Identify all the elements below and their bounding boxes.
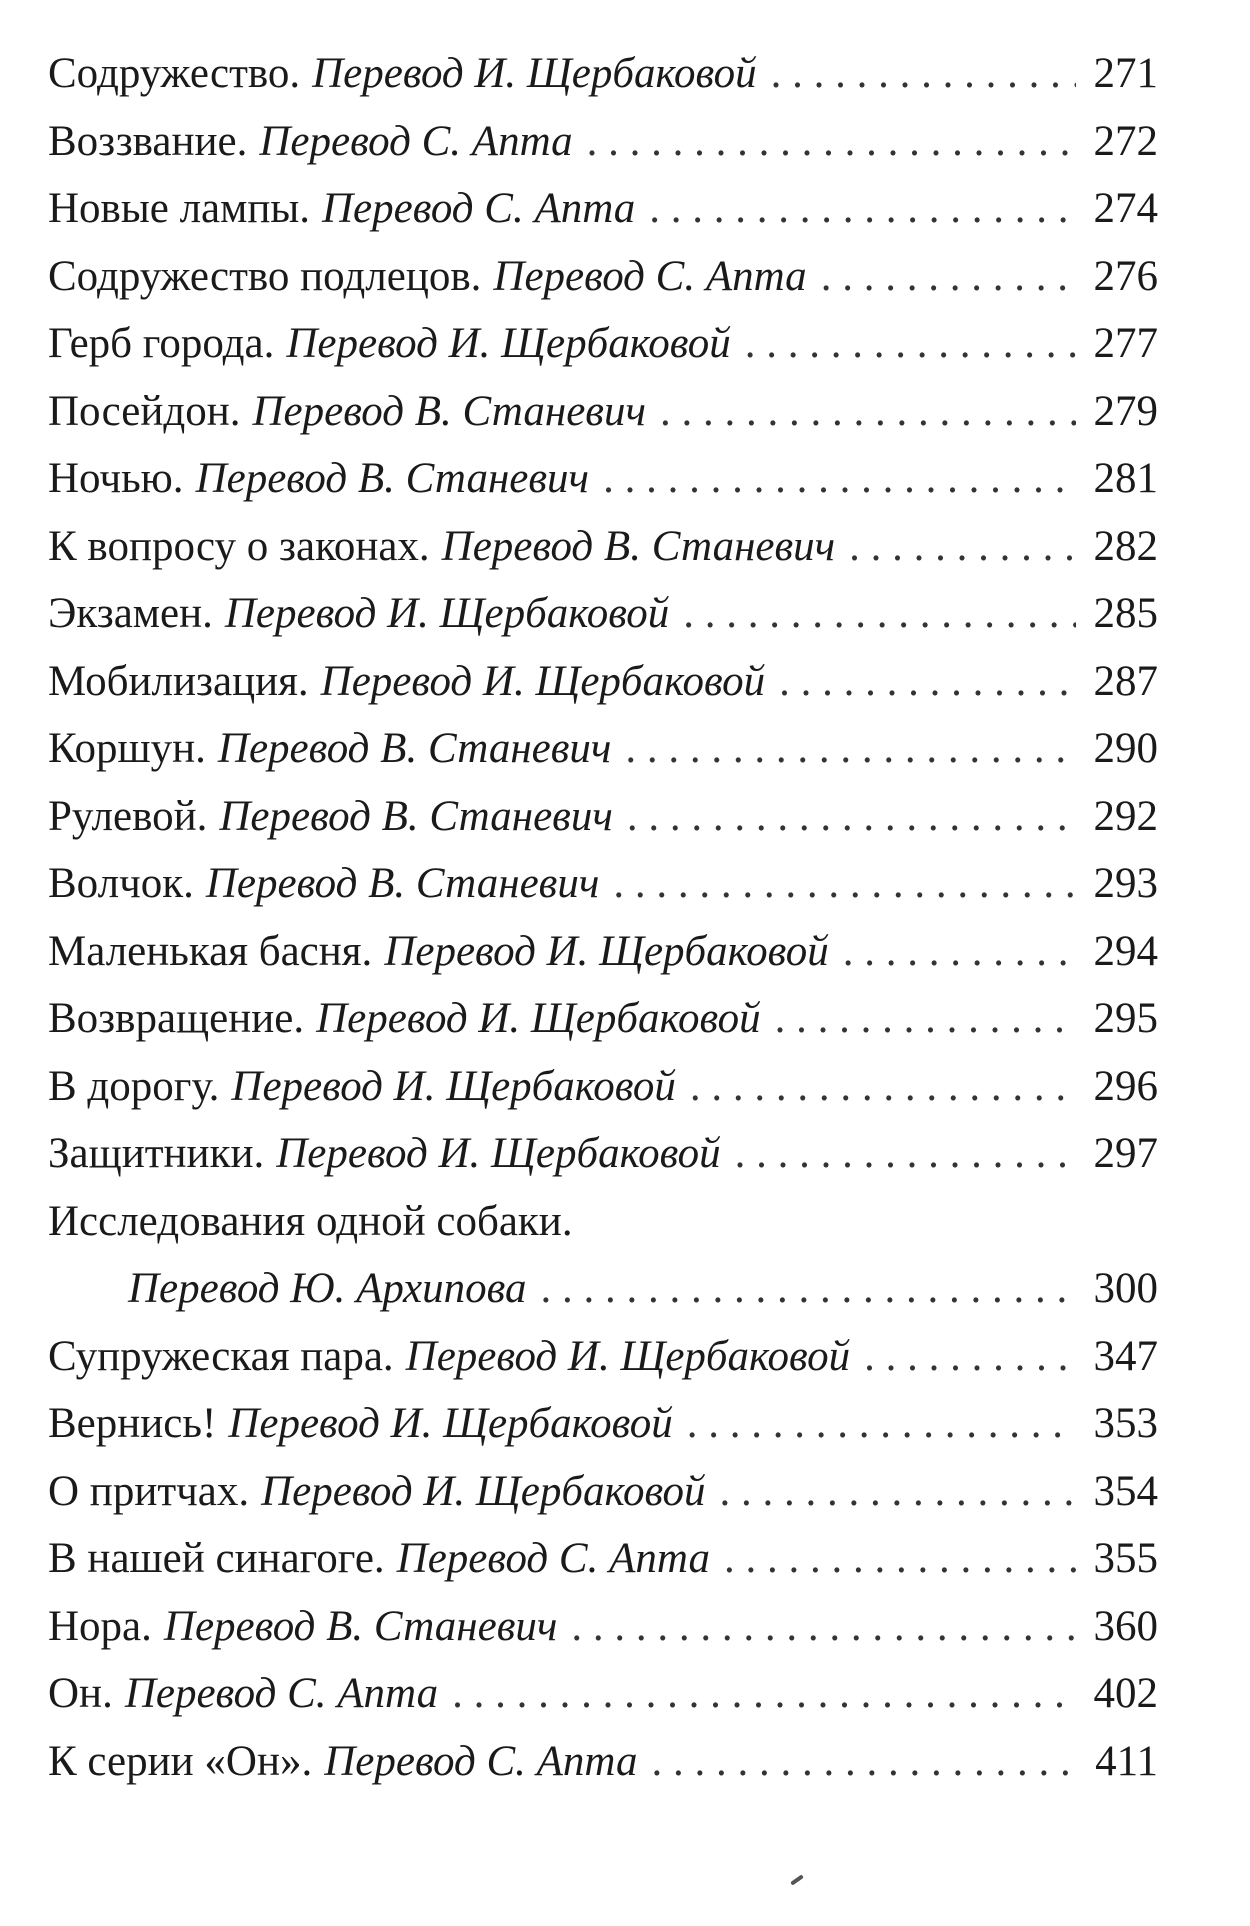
entry-translator: Перевод В. Станевич [217,725,612,772]
entry-translator: Перевод И. Щербаковой [312,50,757,97]
toc-entry [48,715,1158,783]
toc-entry [48,783,1158,851]
entry-title: Он. [48,1670,113,1717]
entry-translator: Перевод С. Апта [124,1670,439,1717]
toc-entry [48,1660,1158,1728]
entry-title: К вопросу о законах. [48,522,430,570]
toc-entry [48,1593,1158,1661]
dot-leader [745,310,1076,378]
toc-entry [48,1390,1158,1458]
entry-page-number: 296 [1093,1062,1158,1110]
entry-page-number: 276 [1093,252,1158,300]
dot-leader [652,1728,1076,1796]
entry-translator: Перевод В. Станевич [441,522,836,570]
dot-leader [724,1525,1076,1593]
dot-leader [587,108,1076,176]
toc-entry [48,1458,1158,1526]
toc-entry [48,985,1158,1053]
toc-entry [48,108,1158,176]
entry-title: Защитники. [48,1130,265,1177]
toc-entry [48,1525,1158,1593]
dot-leader [720,1458,1076,1526]
entry-page-number: 272 [1093,117,1158,165]
entry-title: Содружество. [48,50,301,97]
entry-title: Содружество подлецов. [48,252,482,300]
entry-translator: Перевод С. Апта [259,117,573,165]
dot-leader [627,783,1076,851]
toc-entry [48,243,1158,311]
entry-page-number: 281 [1093,455,1158,502]
entry-translator: Перевод И. Щербаковой [224,590,670,637]
entry-page-number: 354 [1093,1467,1158,1515]
toc-entry [48,1120,1158,1188]
toc-entry [48,1323,1158,1391]
toc-entry [48,1728,1158,1796]
entry-title: В нашей синагоге. [48,1535,385,1582]
dot-leader [821,243,1076,311]
entry-page-number: 360 [1093,1602,1158,1650]
dot-leader [735,1120,1076,1188]
entry-title: Возвращение. [48,995,305,1042]
toc-entry [48,378,1158,446]
entry-page-number: 285 [1093,590,1158,637]
entry-page-number: 300 [1093,1265,1158,1312]
dot-leader [779,648,1076,716]
entry-title: Рулевой. [48,792,208,840]
dot-leader [541,1255,1076,1323]
entry-translator: Перевод И. Щербаковой [384,927,829,975]
entry-title: Супружеская пара. [48,1332,394,1380]
dot-leader [683,580,1076,648]
entry-title: Вернись! [48,1400,217,1447]
dot-leader [625,715,1076,783]
entry-translator: Перевод И. Щербаковой [286,320,731,367]
entry-translator: Перевод И. Щербаковой [405,1332,851,1380]
entry-title: Новые лампы. [48,185,310,232]
entry-page-number: 290 [1093,725,1158,772]
toc-entry [48,1188,1158,1323]
entry-page-number: 279 [1093,387,1158,435]
entry-translator: Перевод И. Щербаковой [261,1467,706,1515]
entry-title: Исследования одной собаки. [48,1197,573,1245]
table-of-contents [48,40,1158,1795]
toc-entry [48,175,1158,243]
entry-title: Посейдон. [48,387,241,435]
entry-translator: Перевод В. Станевич [163,1602,558,1650]
entry-page-number: 292 [1093,792,1158,840]
toc-entry [48,850,1158,918]
dot-leader [864,1323,1076,1391]
entry-title: К серии «Он». [48,1737,313,1785]
entry-title: Волчок. [48,860,194,907]
entry-title: В дорогу. [48,1062,220,1110]
entry-translator: Перевод И. Щербаковой [316,995,761,1042]
dot-leader [690,1053,1076,1121]
entry-translator: Перевод И. Щербаковой [231,1062,676,1110]
toc-entry [48,40,1158,108]
entry-page-number: 287 [1093,657,1158,705]
entry-title: Герб города. [48,320,275,367]
toc-entry [48,445,1158,513]
dot-leader [775,985,1076,1053]
dot-leader [849,513,1076,581]
entry-page-number: 297 [1093,1130,1158,1177]
dot-leader [687,1390,1076,1458]
entry-page-number: 293 [1093,860,1158,907]
toc-entry [48,918,1158,986]
toc-entry [48,513,1158,581]
entry-page-number: 355 [1093,1535,1158,1582]
entry-page-number: 277 [1093,320,1158,367]
entry-page-number: 353 [1093,1400,1158,1447]
entry-page-number: 282 [1093,522,1158,570]
entry-page-number: 347 [1093,1332,1158,1380]
dot-leader [452,1660,1076,1728]
dot-leader [771,40,1076,108]
entry-page-number: 274 [1093,185,1158,232]
entry-translator: Перевод И. Щербаковой [276,1130,721,1177]
entry-translator: Перевод С. Апта [493,252,807,300]
entry-title: Воззвание. [48,117,248,165]
entry-page-number: 271 [1093,50,1158,97]
entry-translator: Перевод И. Щербаковой [228,1400,673,1447]
toc-entry [48,648,1158,716]
entry-title: О притчах. [48,1467,250,1515]
dot-leader [613,850,1076,918]
entry-title: Экзамен. [48,590,213,637]
entry-title: Коршун. [48,725,206,772]
entry-page-number: 411 [1095,1737,1158,1785]
entry-translator: Перевод В. Станевич [219,792,613,840]
entry-translator: Перевод В. Станевич [195,455,590,502]
entry-translator: Перевод Ю. Архипова [128,1265,527,1312]
entry-title: Ночью. [48,455,184,502]
entry-page-number: 294 [1093,927,1158,975]
ink-mark [790,1874,804,1885]
entry-continuation [48,1255,1158,1323]
dot-leader [649,175,1076,243]
entry-page-number: 295 [1093,995,1158,1042]
dot-leader [603,445,1076,513]
dot-leader [843,918,1076,986]
toc-entry [48,1053,1158,1121]
entry-translator: Перевод С. Апта [396,1535,710,1582]
dot-leader [660,378,1076,446]
entry-translator: Перевод И. Щербаковой [320,657,766,705]
toc-entry [48,580,1158,648]
entry-title: Нора. [48,1602,152,1650]
dot-leader [571,1593,1076,1661]
entry-translator: Перевод В. Станевич [205,860,600,907]
entry-page-number: 402 [1093,1670,1158,1717]
entry-title: Маленькая басня. [48,927,373,975]
entry-translator: Перевод В. Станевич [252,387,646,435]
entry-translator: Перевод С. Апта [324,1737,638,1785]
entry-title: Мобилизация. [48,657,309,705]
entry-translator: Перевод С. Апта [322,185,636,232]
toc-entry [48,310,1158,378]
